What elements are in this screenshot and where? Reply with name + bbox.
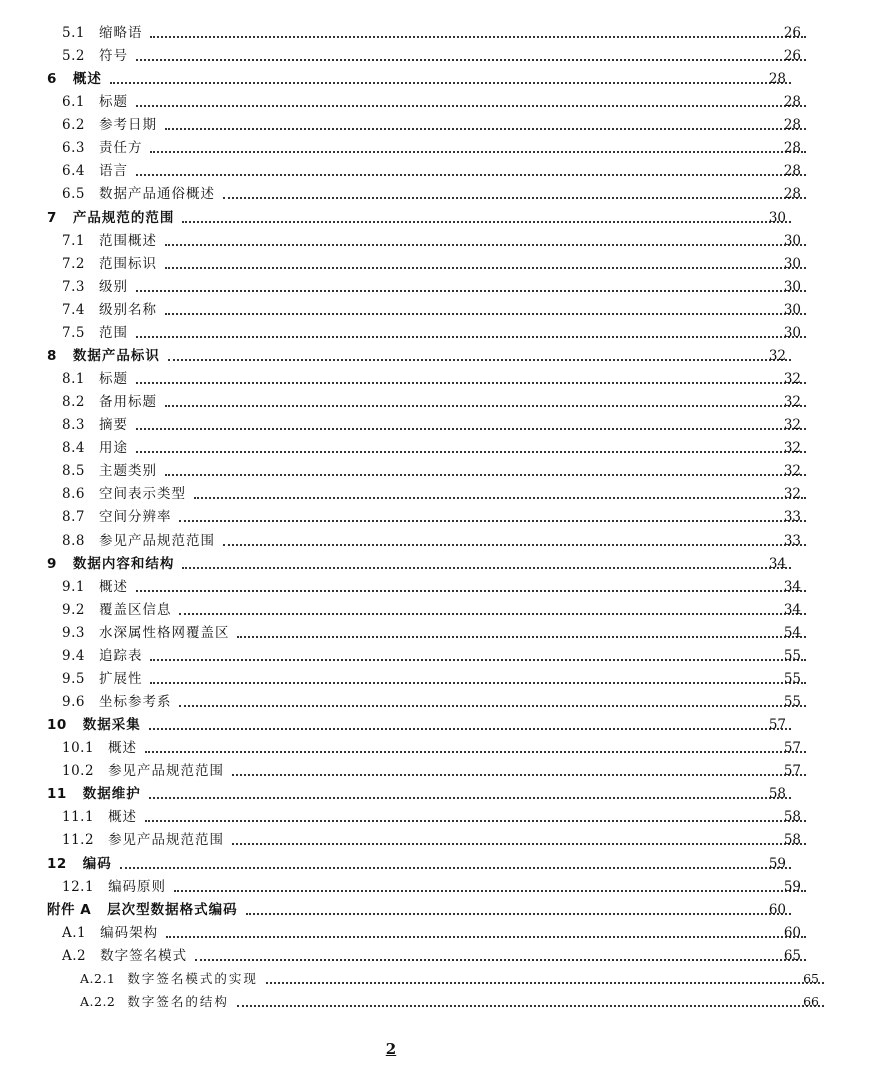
toc-entry bbox=[0, 249, 852, 272]
toc-entry bbox=[0, 341, 837, 364]
dot-leader bbox=[136, 336, 806, 338]
dot-leader bbox=[194, 497, 806, 499]
toc-entry-title: 概述 bbox=[98, 578, 128, 595]
toc-entry bbox=[0, 410, 852, 433]
toc-entry-title: 缩略语 bbox=[98, 25, 143, 41]
toc-entry-page: 66 bbox=[803, 993, 819, 1009]
toc-entry-title: 参见产品规范范围 bbox=[108, 763, 225, 780]
toc-entry bbox=[0, 479, 852, 502]
dot-leader bbox=[145, 751, 806, 753]
toc-entry bbox=[0, 226, 852, 249]
toc-entry-number: A.2.1 bbox=[80, 970, 116, 986]
toc-entry-number: 7.1 bbox=[62, 232, 85, 249]
dot-leader bbox=[166, 936, 806, 938]
dot-leader bbox=[145, 820, 806, 822]
dot-leader bbox=[110, 82, 791, 84]
toc-entry-page: 65 bbox=[803, 970, 819, 986]
toc-entry-page: 32 bbox=[783, 371, 801, 388]
dot-leader bbox=[136, 59, 806, 61]
dot-leader bbox=[150, 682, 806, 684]
dot-leader bbox=[174, 890, 806, 892]
toc-entry-title: 概述 bbox=[108, 809, 138, 826]
toc-entry-page: 33 bbox=[783, 509, 801, 526]
toc-entry-number: 10.1 bbox=[62, 740, 95, 757]
toc-entry-title: 数据产品标识 bbox=[72, 347, 160, 364]
toc-entry-title: 数字签名的结构 bbox=[127, 993, 229, 1009]
toc-entry-page: 30 bbox=[783, 278, 801, 295]
toc-entry-number: 10.2 bbox=[62, 763, 95, 780]
toc-entry-title: 摘要 bbox=[98, 417, 128, 434]
toc-entry-number: 9.3 bbox=[62, 624, 85, 641]
toc-entry-number: 6 bbox=[47, 71, 57, 88]
dot-leader bbox=[165, 313, 806, 315]
dot-leader bbox=[182, 567, 791, 569]
toc-entry-title: 数字签名模式 bbox=[100, 947, 188, 964]
toc-entry-number: 7.5 bbox=[62, 324, 85, 341]
toc-entry-title: 参见产品规范范围 bbox=[98, 532, 215, 549]
dot-leader bbox=[165, 128, 806, 130]
toc-entry-number: 7.4 bbox=[62, 301, 85, 318]
dot-leader bbox=[237, 636, 806, 638]
toc-entry-page: 55 bbox=[783, 647, 801, 664]
toc-entry bbox=[0, 687, 852, 710]
toc-entry-number: 9 bbox=[47, 555, 57, 572]
toc-entry-page: 34 bbox=[783, 578, 801, 595]
dot-leader bbox=[136, 290, 806, 292]
toc-entry bbox=[0, 433, 852, 456]
toc-entry-title: 编码 bbox=[82, 855, 112, 872]
dot-leader bbox=[136, 382, 806, 384]
toc-entry bbox=[0, 595, 852, 618]
toc-entry-title: 追踪表 bbox=[98, 647, 143, 664]
toc-entry-title: 层次型数据格式编码 bbox=[107, 901, 238, 918]
toc-entry bbox=[0, 203, 837, 226]
toc-entry bbox=[0, 387, 852, 410]
toc-entry-title: 用途 bbox=[98, 440, 128, 457]
toc-entry-page: 26 bbox=[783, 25, 801, 41]
toc-entry-page: 26 bbox=[783, 48, 801, 65]
toc-entry bbox=[0, 987, 870, 1010]
toc-entry bbox=[0, 295, 852, 318]
toc-entry-title: 扩展性 bbox=[98, 670, 143, 687]
dot-leader bbox=[136, 451, 806, 453]
toc-entry-page: 60 bbox=[768, 901, 786, 918]
dot-leader bbox=[182, 221, 791, 223]
toc-entry-title: 级别名称 bbox=[98, 301, 157, 318]
dot-leader bbox=[136, 428, 806, 430]
toc-entry-title: 水深属性格网覆盖区 bbox=[98, 624, 230, 641]
toc-entry bbox=[0, 572, 852, 595]
toc-entry bbox=[0, 733, 852, 756]
dot-leader bbox=[179, 613, 806, 615]
dot-leader bbox=[150, 659, 806, 661]
toc-entry-number: 11.2 bbox=[62, 832, 95, 849]
toc-entry-title: 数据采集 bbox=[82, 717, 141, 734]
toc-entry-title: 数据产品通俗概述 bbox=[98, 186, 215, 203]
dot-leader bbox=[195, 959, 806, 961]
toc-entry-title: 数字签名模式的实现 bbox=[127, 970, 258, 986]
toc-entry-page: 60 bbox=[783, 924, 801, 941]
toc-entry-number: 8.1 bbox=[62, 371, 85, 388]
toc-entry-title: 符号 bbox=[98, 48, 128, 65]
toc-entry-number: 12 bbox=[47, 855, 67, 872]
toc-entry bbox=[0, 179, 852, 202]
toc-entry bbox=[0, 964, 870, 987]
toc-entry-title: 参考日期 bbox=[98, 117, 157, 134]
toc-entry bbox=[0, 318, 852, 341]
toc-entry-page: 28 bbox=[783, 94, 801, 111]
toc-entry-number: 6.5 bbox=[62, 186, 85, 203]
toc-entry bbox=[0, 710, 837, 733]
toc-entry-page: 28 bbox=[768, 71, 786, 88]
toc-entry bbox=[0, 364, 852, 387]
toc-entry-number: 6.2 bbox=[62, 117, 85, 134]
toc-entry-title: 范围 bbox=[98, 324, 128, 341]
toc-entry-page: 28 bbox=[783, 163, 801, 180]
toc-entry-number: 7 bbox=[47, 209, 57, 226]
toc-entry bbox=[0, 156, 852, 179]
dot-leader bbox=[168, 359, 791, 361]
toc-entry bbox=[0, 110, 852, 133]
toc-entry-title: 语言 bbox=[98, 163, 128, 180]
toc-entry bbox=[0, 825, 852, 848]
toc-entry-title: 标题 bbox=[98, 94, 128, 111]
toc-entry-number: 8.7 bbox=[62, 509, 85, 526]
dot-leader bbox=[232, 774, 806, 776]
dot-leader bbox=[150, 36, 806, 38]
dot-leader bbox=[149, 797, 791, 799]
toc-entry-page: 55 bbox=[783, 670, 801, 687]
toc-entry-page: 34 bbox=[783, 601, 801, 618]
toc-entry-title: 概述 bbox=[72, 71, 102, 88]
toc-entry bbox=[0, 18, 852, 41]
toc-entry bbox=[0, 502, 852, 525]
dot-leader bbox=[165, 244, 806, 246]
toc-entry bbox=[0, 941, 852, 964]
toc-entry-page: 58 bbox=[768, 786, 786, 803]
toc-entry-number: 8.3 bbox=[62, 417, 85, 434]
dot-leader bbox=[165, 474, 806, 476]
toc-entry-page: 32 bbox=[783, 394, 801, 411]
toc-entry-number: A.2.2 bbox=[80, 993, 116, 1009]
dot-leader bbox=[179, 520, 806, 522]
toc-entry bbox=[0, 41, 852, 64]
toc-entry-number: A.1 bbox=[62, 924, 87, 941]
toc-entry-page: 58 bbox=[783, 809, 801, 826]
toc-entry-number: 7.2 bbox=[62, 255, 85, 272]
toc-entry-number: 5.1 bbox=[62, 25, 85, 41]
toc-entry-title: 数据内容和结构 bbox=[72, 555, 175, 572]
toc-entry bbox=[0, 456, 852, 479]
toc-entry-number: 8 bbox=[47, 347, 57, 364]
toc-entry bbox=[0, 664, 852, 687]
toc-entry-title: 数据维护 bbox=[82, 786, 141, 803]
toc-entry-title: 编码架构 bbox=[100, 924, 159, 941]
toc-entry-title: 参见产品规范范围 bbox=[108, 832, 225, 849]
toc-entry-number: 11 bbox=[47, 786, 67, 803]
toc-entry-page: 28 bbox=[783, 186, 801, 203]
toc-entry-number: 9.5 bbox=[62, 670, 85, 687]
dot-leader bbox=[136, 105, 806, 107]
toc-entry-page: 34 bbox=[768, 555, 786, 572]
toc-entry-title: 级别 bbox=[98, 278, 128, 295]
toc-entry-page: 30 bbox=[783, 324, 801, 341]
toc-entry bbox=[0, 272, 852, 295]
toc-entry-page: 30 bbox=[768, 209, 786, 226]
toc-entry bbox=[0, 756, 852, 779]
toc-entry-title: 责任方 bbox=[98, 140, 143, 157]
dot-leader bbox=[266, 982, 824, 984]
toc-entry-number: 8.5 bbox=[62, 463, 85, 480]
toc-entry-number: 6.4 bbox=[62, 163, 85, 180]
toc-entry bbox=[0, 641, 852, 664]
toc-entry-page: 30 bbox=[783, 232, 801, 249]
dot-leader bbox=[150, 151, 806, 153]
toc-entry-number: 9.6 bbox=[62, 694, 85, 711]
toc-entry-page: 54 bbox=[783, 624, 801, 641]
dot-leader bbox=[136, 174, 806, 176]
toc-entry-title: 坐标参考系 bbox=[98, 694, 172, 711]
toc-entry-page: 33 bbox=[783, 532, 801, 549]
toc-entry-title: 范围概述 bbox=[98, 232, 157, 249]
toc-entry-page: 32 bbox=[783, 463, 801, 480]
toc-entry-number: 8.4 bbox=[62, 440, 85, 457]
dot-leader bbox=[223, 197, 806, 199]
toc-entry-number: 9.1 bbox=[62, 578, 85, 595]
toc-entry-number: A.2 bbox=[62, 947, 87, 964]
dot-leader bbox=[179, 705, 806, 707]
toc-entry-page: 30 bbox=[783, 255, 801, 272]
dot-leader bbox=[237, 1005, 824, 1007]
toc-entry bbox=[0, 64, 837, 87]
toc-entry-title: 标题 bbox=[98, 371, 128, 388]
page-number: 2 bbox=[385, 1040, 397, 1058]
dot-leader bbox=[165, 267, 806, 269]
toc-entry bbox=[0, 802, 852, 825]
toc-entry-number: 7.3 bbox=[62, 278, 85, 295]
toc-entry-title: 空间表示类型 bbox=[98, 486, 186, 503]
toc-entry-title: 概述 bbox=[108, 740, 138, 757]
dot-leader bbox=[232, 843, 806, 845]
dot-leader bbox=[120, 867, 791, 869]
toc-entry-page: 58 bbox=[783, 832, 801, 849]
toc-entry bbox=[0, 549, 837, 572]
toc-entry-number: 附件 A bbox=[47, 901, 92, 918]
toc-entry-page: 65 bbox=[783, 947, 801, 964]
toc-entry-page: 32 bbox=[783, 417, 801, 434]
toc-entry-number: 8.2 bbox=[62, 394, 85, 411]
toc-entry-page: 32 bbox=[783, 440, 801, 457]
toc-entry-page: 32 bbox=[768, 347, 786, 364]
dot-leader bbox=[136, 590, 806, 592]
toc-entry bbox=[0, 779, 837, 802]
toc-entry-page: 32 bbox=[783, 486, 801, 503]
toc-entry-title: 覆盖区信息 bbox=[98, 601, 172, 618]
toc-entry bbox=[0, 526, 852, 549]
dot-leader bbox=[165, 405, 806, 407]
toc-entry-page: 59 bbox=[783, 878, 801, 895]
toc-entry-page: 57 bbox=[768, 717, 786, 734]
toc-entry bbox=[0, 895, 837, 918]
toc-entry-page: 30 bbox=[783, 301, 801, 318]
toc-entry-number: 9.2 bbox=[62, 601, 85, 618]
toc-entry-title: 编码原则 bbox=[108, 878, 167, 895]
toc-entry-page: 57 bbox=[783, 740, 801, 757]
toc-entry-number: 11.1 bbox=[62, 809, 95, 826]
toc-entry-number: 9.4 bbox=[62, 647, 85, 664]
toc-entry-page: 28 bbox=[783, 117, 801, 134]
toc-entry-title: 产品规范的范围 bbox=[72, 209, 175, 226]
dot-leader bbox=[246, 913, 791, 915]
dot-leader bbox=[223, 544, 806, 546]
toc-entry-number: 8.6 bbox=[62, 486, 85, 503]
toc-entry-title: 主题类别 bbox=[98, 463, 157, 480]
toc-entry bbox=[0, 133, 852, 156]
toc-entry-number: 8.8 bbox=[62, 532, 85, 549]
toc-entry bbox=[0, 872, 852, 895]
toc-entry-number: 5.2 bbox=[62, 48, 85, 65]
toc-entry bbox=[0, 849, 837, 872]
toc-entry-page: 55 bbox=[783, 694, 801, 711]
toc-entry-title: 范围标识 bbox=[98, 255, 157, 272]
toc-entry-title: 备用标题 bbox=[98, 394, 157, 411]
toc-entry-number: 6.1 bbox=[62, 94, 85, 111]
dot-leader bbox=[149, 728, 791, 730]
toc-entry bbox=[0, 87, 852, 110]
toc-entry-page: 59 bbox=[768, 855, 786, 872]
toc-entry-page: 57 bbox=[783, 763, 801, 780]
toc-entry-number: 6.3 bbox=[62, 140, 85, 157]
toc-entry bbox=[0, 918, 852, 941]
toc-entry bbox=[0, 618, 852, 641]
toc-entry-number: 12.1 bbox=[62, 878, 95, 895]
toc-entry-title: 空间分辨率 bbox=[98, 509, 172, 526]
toc-entry-page: 28 bbox=[783, 140, 801, 157]
toc-entry-number: 10 bbox=[47, 717, 67, 734]
